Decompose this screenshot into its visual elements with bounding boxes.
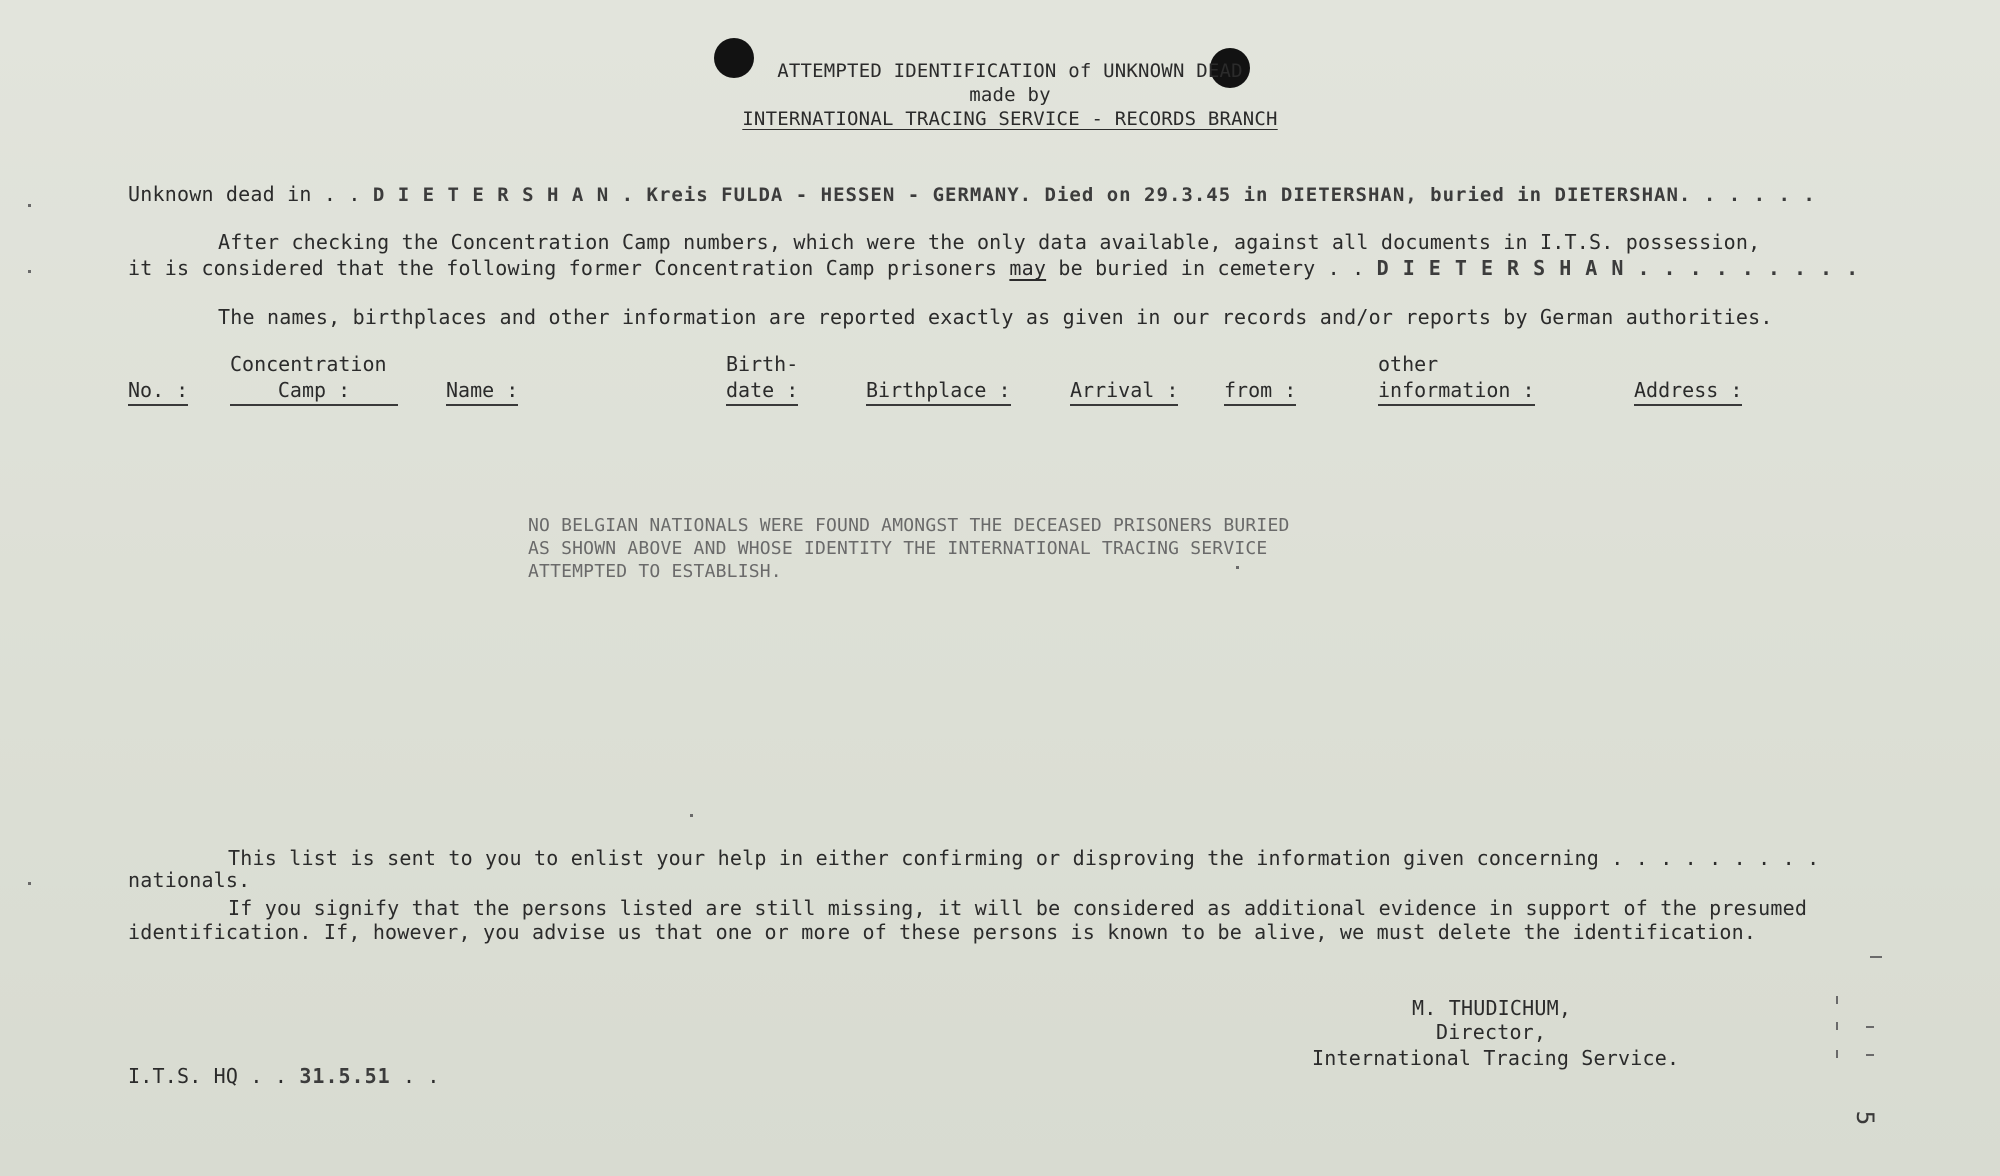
column-no: No. : [128,378,188,406]
footer-date: 31.5.51 [299,1064,391,1088]
closing-line-3: If you signify that the persons listed are still missing, it will be considered as additional evidence in support of the presumed [228,896,1808,920]
footer-hq: I.T.S. HQ . . [128,1064,288,1088]
margin-mark-2 [28,270,31,273]
header-organization: INTERNATIONAL TRACING SERVICE - RECORDS BRANCH [742,108,1278,130]
column-other-top: other [1378,352,1439,376]
margin-mark-7 [1836,996,1838,1004]
column-birthplace: Birthplace : [866,378,1011,406]
column-camp-top: Concentration [230,352,387,376]
margin-mark-10 [1866,1026,1874,1028]
header-title: ATTEMPTED IDENTIFICATION of UNKNOWN DEAD [777,60,1243,82]
margin-mark-11 [1866,1054,1874,1056]
stamp-no-belgian-nationals [528,514,1290,583]
closing-line-1: This list is sent to you to enlist your help in either confirming or disproving the information given concerning . . . . . . . . . [228,846,1820,870]
closing-line-2: nationals. [128,868,251,892]
margin-mark-5 [1236,566,1239,569]
unknown-dead-line [128,182,1816,206]
margin-mark-4 [690,814,693,817]
signature-name: M. THUDICHUM, [1412,996,1572,1020]
signature-title: Director, [1436,1020,1547,1044]
column-from: from : [1224,378,1296,406]
cemetery-place: D I E T E R S H A N . . . . . . . . . [1376,256,1860,280]
column-other-information: information : [1378,378,1535,406]
margin-mark-8 [1836,1022,1838,1030]
footer-hq-date [128,1064,440,1088]
unknown-dead-details: D I E T E R S H A N . Kreis FULDA - HESSEN - GERMANY. Died on 29.3.45 in DIETERSHAN, buried in DIETERSHAN. . . . . . [372,184,1816,206]
closing-line-4: identification. If, however, you advise us that one or more of these persons is known to be alive, we must delete the identification. [128,920,1757,944]
column-camp-label: Camp : [277,378,351,402]
stamp-line-2: AS SHOWN ABOVE AND WHOSE IDENTITY THE INTERNATIONAL TRACING SERVICE [528,538,1268,559]
margin-mark-9 [1836,1050,1838,1058]
column-birthdate: date : [726,378,798,406]
signature-organization: International Tracing Service. [1312,1046,1680,1070]
column-name: Name : [446,378,518,406]
column-arrival: Arrival : [1070,378,1178,406]
stamp-line-1: NO BELGIAN NATIONALS WERE FOUND AMONGST THE DECEASED PRISONERS BURIED [528,515,1290,536]
page-number: 5 [1851,1110,1880,1126]
paragraph-line2-end: be buried in cemetery . . [1058,256,1365,280]
paragraph-checking-line1: After checking the Concentration Camp numbers, which were the only data available, against all documents in I.T.S. possession, [218,230,1761,254]
column-camp [230,378,398,406]
unknown-dead-prefix: Unknown dead in . . [128,182,361,206]
paragraph-checking-line2 [128,256,1859,280]
margin-mark-1 [28,204,31,207]
paragraph-may: may [1009,256,1047,280]
footer-trail: . . [402,1064,440,1088]
paragraph-line2-start: it is considered that the following former Concentration Camp prisoners [128,256,998,280]
stamp-line-3: ATTEMPTED TO ESTABLISH. [528,561,782,582]
column-birthdate-top: Birth- [726,352,799,376]
margin-mark-6 [1870,956,1882,958]
paragraph-names-info: The names, birthplaces and other information are reported exactly as given in our records and/or reports by German authorities. [218,305,1773,329]
column-address: Address : [1634,378,1742,406]
margin-mark-3 [28,882,31,885]
header-subtitle: made by [969,84,1051,106]
